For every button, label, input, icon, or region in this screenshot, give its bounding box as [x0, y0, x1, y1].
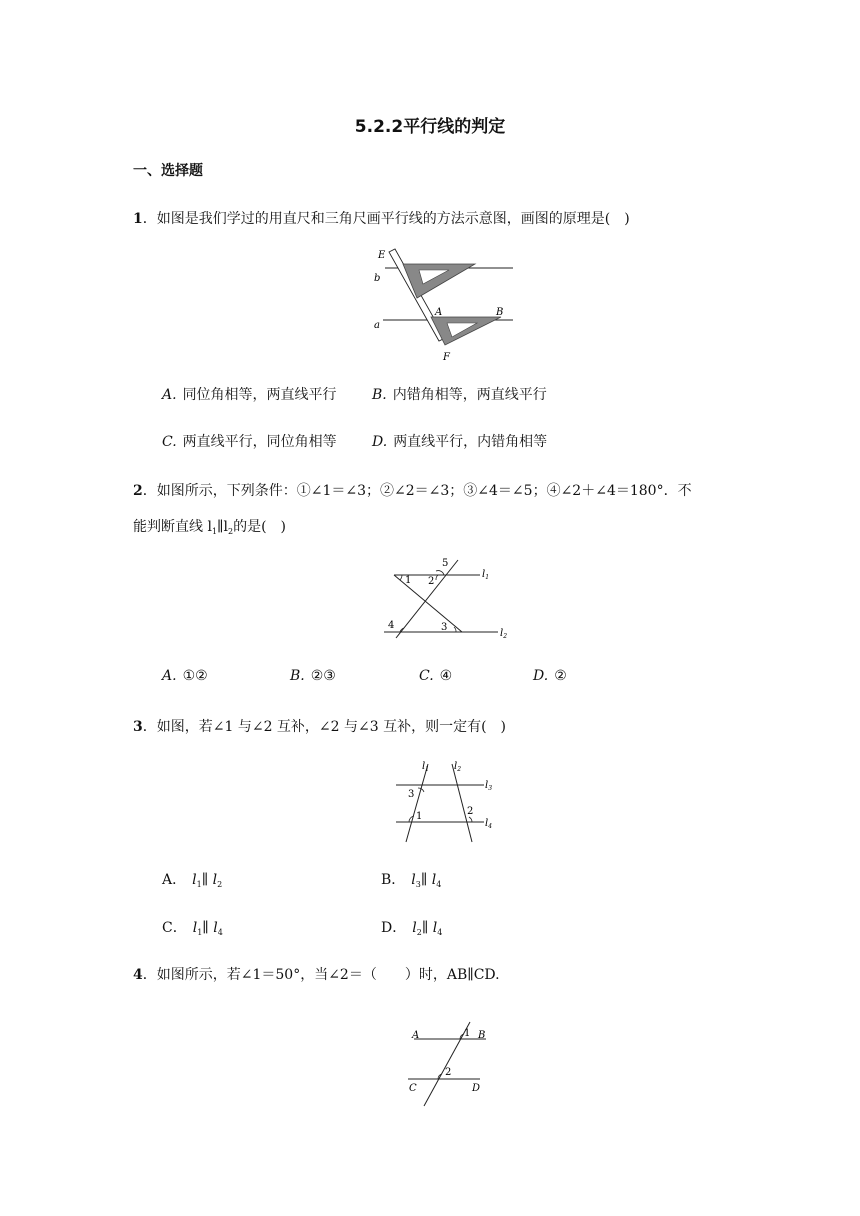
q2-option-d[interactable]: D. ② — [533, 668, 567, 684]
angle-2: 2 — [467, 806, 474, 817]
question-2-stem: 2．如图所示，下列条件：①∠1＝∠3；②∠2＝∠3；③∠4＝∠5；④∠2＋∠4＝180°．不 — [133, 483, 692, 499]
label-E: E — [378, 250, 386, 261]
set-square-bottom — [431, 317, 501, 345]
angle-5: 5 — [442, 558, 449, 569]
q3-option-c[interactable]: C． $l_1\parallel$ $l_4$ — [162, 920, 223, 937]
question-1-stem: 1．如图是我们学过的用直尺和三角尺画平行线的方法示意图，画图的原理是( ) — [133, 211, 630, 227]
label-a: a — [374, 320, 380, 331]
angle-1: 1 — [416, 811, 423, 822]
question-2-figure — [380, 552, 520, 644]
q1-option-d[interactable]: D. 两直线平行，内错角相等 — [372, 434, 548, 450]
angle-3: 3 — [441, 622, 448, 633]
question-4-figure — [404, 1020, 496, 1110]
angle-2: 2 — [445, 1067, 452, 1078]
q1-option-a[interactable]: A. 同位角相等，两直线平行 — [162, 387, 337, 403]
page-title: 5.2.2平行线的判定 — [354, 117, 506, 137]
q3-option-d[interactable]: D． $l_2\parallel$ $l_4$ — [381, 920, 443, 937]
label-b: b — [374, 273, 381, 284]
line-l2-label: $l_2$ — [454, 761, 462, 773]
angle-3: 3 — [408, 789, 415, 800]
line-l1-label: $l_1$ — [422, 761, 430, 773]
label-B: B — [496, 307, 504, 318]
line-l1-label: $l_1$ — [482, 569, 490, 581]
label-A: A — [435, 307, 443, 318]
q1-option-c[interactable]: C. 两直线平行，同位角相等 — [162, 434, 337, 450]
line-l4-label: $l_4$ — [485, 818, 493, 830]
label-D: D — [472, 1083, 481, 1094]
label-C: C — [409, 1083, 417, 1094]
question-3-stem: 3．如图，若∠1 与∠2 互补，∠2 与∠3 互补，则一定有( ) — [133, 719, 507, 735]
label-F: F — [443, 352, 450, 363]
q2-option-c[interactable]: C. ④ — [419, 668, 453, 684]
q3-option-a[interactable]: A． $l_1\parallel$ $l_2$ — [162, 872, 223, 889]
q1-option-b[interactable]: B. 内错角相等，两直线平行 — [372, 387, 547, 403]
label-A: A — [412, 1030, 420, 1041]
question-2-stem-line2: 能判断直线 $l_1\parallel l_2$的是( ) — [133, 519, 287, 536]
q3-option-b[interactable]: B． $l_3\parallel$ $l_4$ — [381, 872, 442, 889]
angle-2: 2 — [428, 576, 435, 587]
line-l3-label: $l_3$ — [485, 780, 493, 792]
question-1-figure — [365, 242, 525, 366]
angle-4: 4 — [388, 620, 395, 631]
q2-option-a[interactable]: A. ①② — [162, 668, 208, 684]
question-3-figure — [392, 756, 504, 848]
angle-1: 1 — [405, 575, 412, 586]
label-B: B — [478, 1030, 486, 1041]
line-l2-label: $l_2$ — [500, 628, 508, 640]
q2-option-b[interactable]: B. ②③ — [290, 668, 336, 684]
angle-1: 1 — [464, 1028, 471, 1039]
question-4-stem: 4．如图所示，若∠1＝50°，当∠2＝（ ）时，AB∥CD. — [133, 967, 500, 983]
section-heading: 一、选择题 — [133, 163, 203, 179]
